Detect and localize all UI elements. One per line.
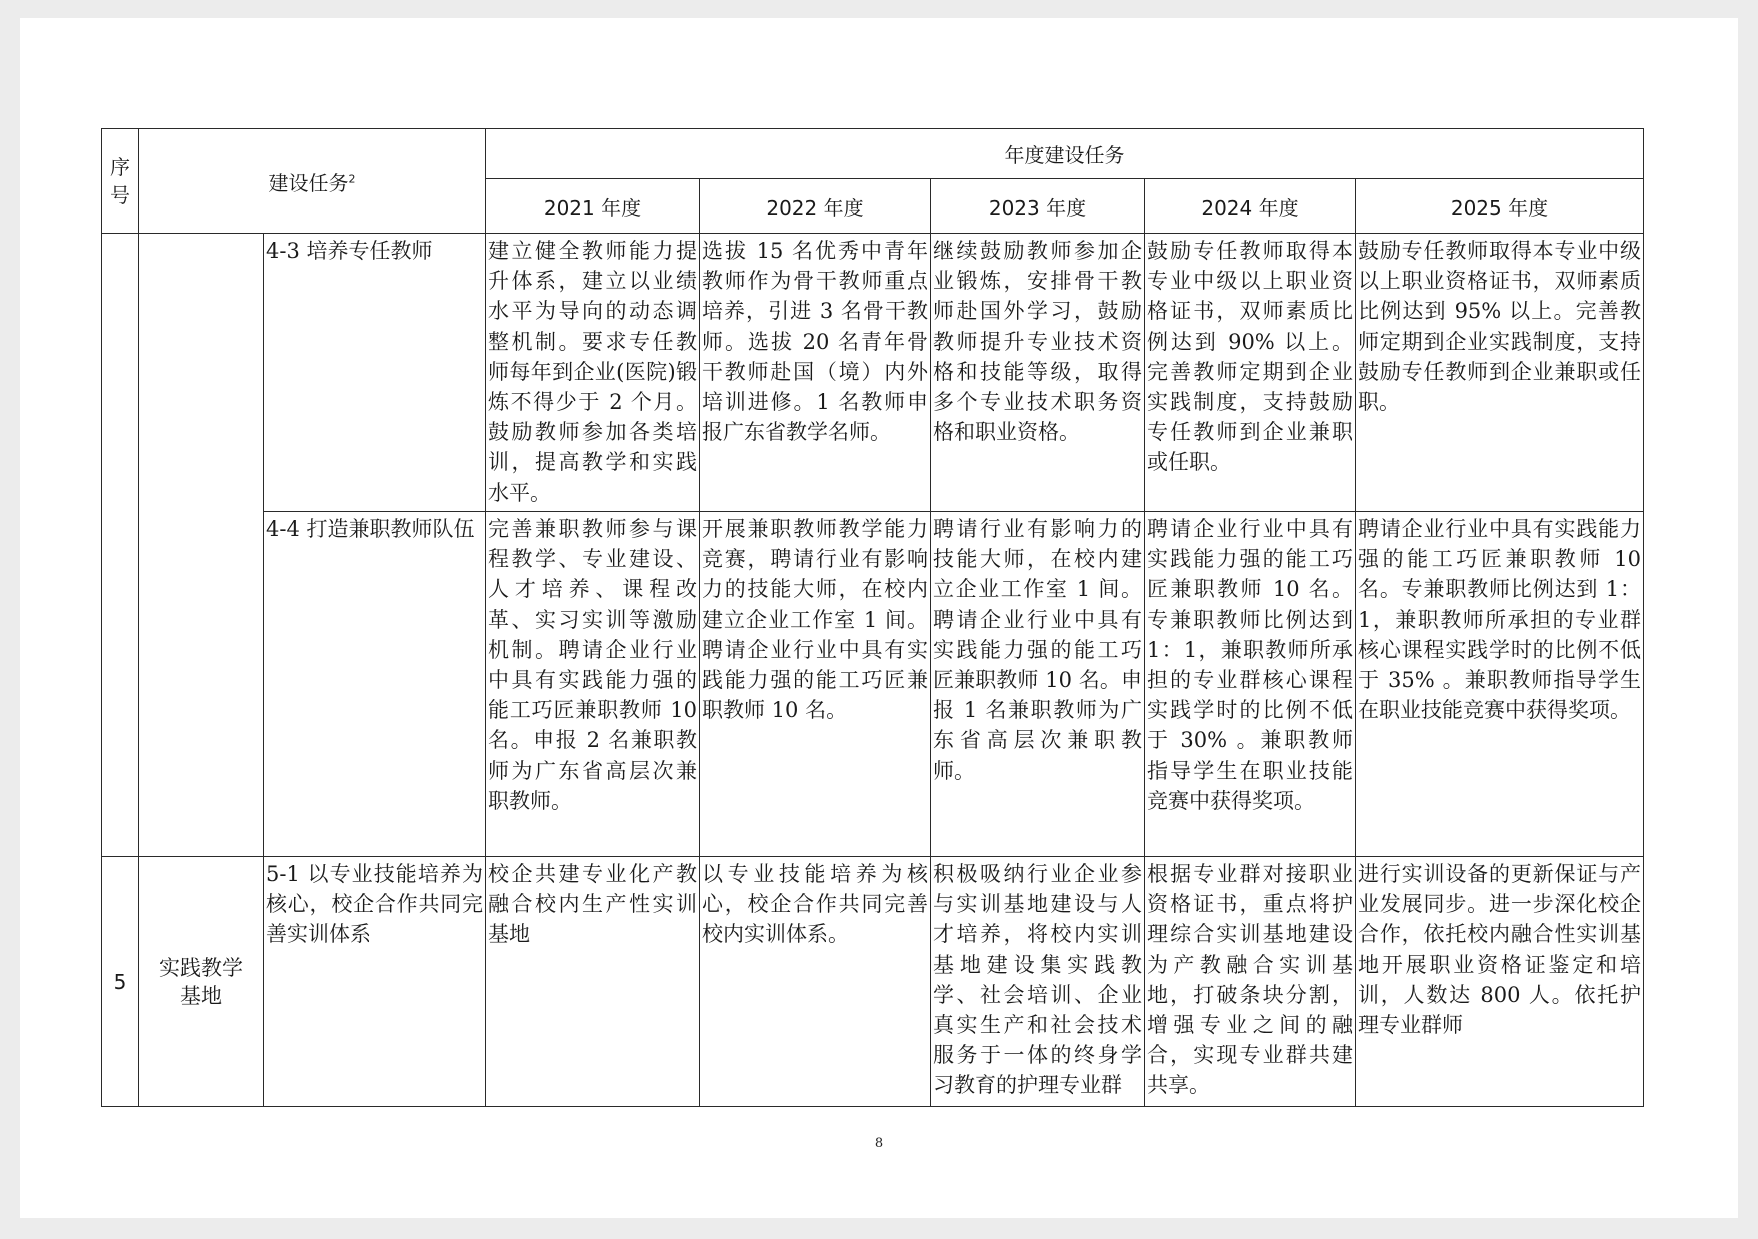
plan-4-3-2021: 建立健全教师能力提升体系，建立以业绩水平为导向的动态调整机制。要求专任教师每年到企业(医院)锻炼不得少于 2 个月。鼓励教师参加各类培训，提高教学和实践水平。 xyxy=(486,234,700,512)
header-year-2025: 2025 年度 xyxy=(1356,179,1644,234)
header-serial-text: 序号 xyxy=(110,155,130,207)
plan-5-1-2024: 根据专业群对接职业资格证书，重点将护理综合实训基地建设为产教融合实训基地，打破条块分割，增强专业之间的融合，实现专业群共建共享。 xyxy=(1145,857,1356,1107)
plan-4-4-2023: 聘请行业有影响力的技能大师，在校内建立企业工作室 1 间。聘请企业行业中具有实践能力强的能工巧匠兼职教师 10 名。申报 1 名兼职教师为广东省高层次兼职教师。 xyxy=(931,512,1145,857)
header-serial xyxy=(102,129,139,234)
header-task-text: 建设任务 xyxy=(268,170,349,195)
subtask-4-4: 4-4 打造兼职教师队伍 xyxy=(264,512,486,857)
plan-4-3-2023: 继续鼓励教师参加企业锻炼，安排骨干教师赴国外学习，鼓励教师提升专业技术资格和技能等级，取得多个专业技术职务资格和职业资格。 xyxy=(931,234,1145,512)
plan-4-4-2025: 聘请企业行业中具有实践能力强的能工巧匠兼职教师 10 名。专兼职教师比例达到 1：1，兼职教师所承担的专业群核心课程实践学时的比例不低于 35% 。兼职教师指导学生在职业技能竞赛中获得奖项。 xyxy=(1356,512,1644,857)
plan-4-3-2025: 鼓励专任教师取得本专业中级以上职业资格证书，双师素质比例达到 95% 以上。完善教师定期到企业实践制度，支持鼓励专任教师到企业兼职或任职。 xyxy=(1356,234,1644,512)
plan-4-4-2022: 开展兼职教师教学能力竞赛，聘请行业有影响力的技能大师，在校内建立企业工作室 1 间。聘请企业行业中具有实践能力强的能工巧匠兼职教师 10 名。 xyxy=(700,512,931,857)
header-task-footnote: 2 xyxy=(348,171,356,185)
plan-4-3-2024: 鼓励专任教师取得本专业中级以上职业资格证书，双师素质比例达到 90% 以上。完善教师定期到企业实践制度，支持鼓励专任教师到企业兼职或任职。 xyxy=(1145,234,1356,512)
plan-4-3-2022: 选拔 15 名优秀中青年教师作为骨干教师重点培养，引进 3 名骨干教师。选拔 20 名青年骨干教师赴国（境）内外培训进修。1 名教师申报广东省教学名师。 xyxy=(700,234,931,512)
construction-task-table xyxy=(101,128,1644,1107)
plan-5-1-2025: 进行实训设备的更新保证与产业发展同步。进一步深化校企合作，依托校内融合性实训基地开展职业资格证鉴定和培训，人数达 800 人。依托护理专业群师 xyxy=(1356,857,1644,1107)
header-annual-tasks: 年度建设任务 xyxy=(486,129,1644,179)
subtask-5-1: 5-1 以专业技能培养为核心，校企合作共同完善实训体系 xyxy=(264,857,486,1107)
header-year-2021: 2021 年度 xyxy=(486,179,700,234)
serial-cell-5: 5 xyxy=(102,857,139,1107)
header-task xyxy=(139,129,486,234)
plan-4-4-2024: 聘请企业行业中具有实践能力强的能工巧匠兼职教师 10 名。专兼职教师比例达到 1：1，兼职教师所承担的专业群核心课程实践学时的比例不低于 30% 。兼职教师指导学生在职业技能竞赛中获得奖项。 xyxy=(1145,512,1356,857)
category-cell-4 xyxy=(139,234,264,857)
header-year-2022: 2022 年度 xyxy=(700,179,931,234)
plan-5-1-2022: 以专业技能培养为核心，校企合作共同完善校内实训体系。 xyxy=(700,857,931,1107)
plan-5-1-2021: 校企共建专业化产教融合校内生产性实训基地 xyxy=(486,857,700,1107)
header-year-2024: 2024 年度 xyxy=(1145,179,1356,234)
serial-cell-4 xyxy=(102,234,139,857)
category-practice-base: 实践教学基地 xyxy=(159,955,243,1008)
plan-5-1-2023: 积极吸纳行业企业参与实训基地建设与人才培养，将校内实训基地建设集实践教学、社会培训、企业真实生产和社会技术服务于一体的终身学习教育的护理专业群 xyxy=(931,857,1145,1107)
category-cell-5 xyxy=(139,857,264,1107)
page-number: 8 xyxy=(874,1136,884,1151)
plan-4-4-2021: 完善兼职教师参与课程教学、专业建设、人才培养、课程改革、实习实训等激励机制。聘请企业行业中具有实践能力强的能工巧匠兼职教师 10 名。申报 2 名兼职教师为广东省高层次兼职教师。 xyxy=(486,512,700,857)
subtask-4-3: 4-3 培养专任教师 xyxy=(264,234,486,512)
document-page xyxy=(20,18,1738,1218)
header-year-2023: 2023 年度 xyxy=(931,179,1145,234)
